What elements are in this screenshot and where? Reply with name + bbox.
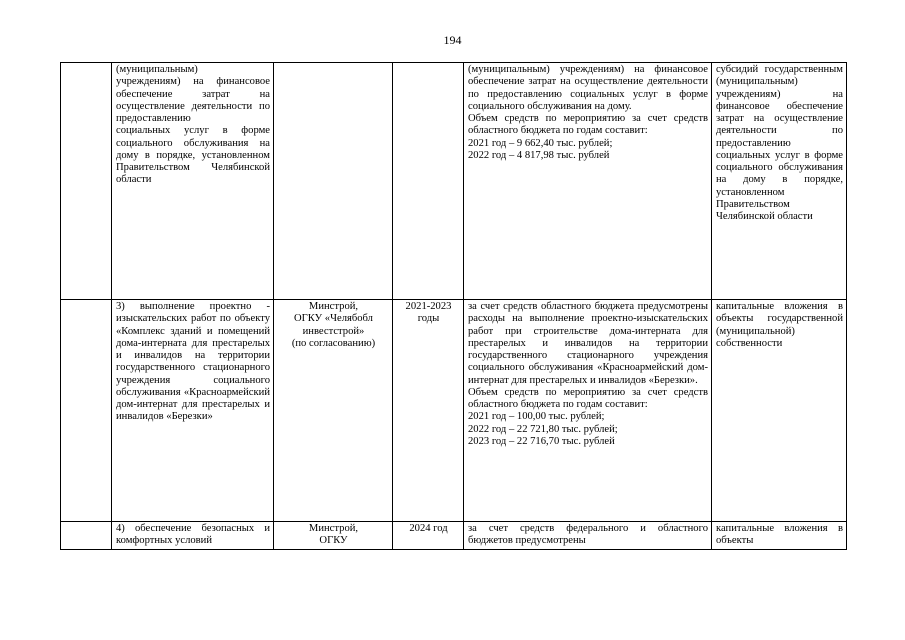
row-number-cell: [61, 522, 112, 550]
executor-cell: Минстрой, ОГКУ «Челябобл инвестстрой» (по согласованию): [274, 300, 393, 522]
table-row: [61, 522, 847, 550]
executor-cell: [274, 63, 393, 300]
funding-cell: за счет средств федерального и областного бюджетов предусмотрены: [464, 522, 712, 550]
executor-cell: Минстрой, ОГКУ: [274, 522, 393, 550]
program-table: [60, 62, 847, 550]
table-row: [61, 63, 847, 300]
result-cell: субсидий государственным (муниципальным) учреждениям) на финансовое обеспечение затрат на осуществление деятельности по предоставлению социальных услуг в форме социального обслуживания на дому в порядке, установленном Правительством Челябинской области: [712, 63, 847, 300]
row-number-cell: [61, 63, 112, 300]
measure-cell: 4) обеспечение безопасных и комфортных условий: [112, 522, 274, 550]
funding-cell: (муниципальным) учреждениям) на финансовое обеспечение затрат на осуществление деятельности по предоставлению социальных услуг в форме социального обслуживания на дому. Объем средств по мероприятию за счет средств областного бюджета по годам составит: 2021 год – 9 662,40 тыс. рублей; 2022 год – 4 817,98 тыс. рублей: [464, 63, 712, 300]
table-row: [61, 300, 847, 522]
period-cell: 2021-2023 годы: [393, 300, 464, 522]
period-cell: [393, 63, 464, 300]
measure-cell: 3) выполнение проектно - изыскательских работ по объекту «Комплекс зданий и помещений дома-интерната для престарелых и инвалидов на территории государственного стационарного учреждения социального обслуживания «Красноармейский дом-интернат для престарелых и инвалидов «Березки»: [112, 300, 274, 522]
funding-cell: за счет средств областного бюджета предусмотрены расходы на выполнение проектно-изыскательских работ при строительстве дома-интерната для престарелых и инвалидов на территории государственного стационарного учреждения социального обслуживания «Красноармейский дом-интернат для престарелых и инвалидов «Березки». Объем средств по мероприятию за счет средств областного бюджета по годам составит: 2021 год – 100,00 тыс. рублей; 2022 год – 22 721,80 тыс. рублей; 2023 год – 22 716,70 тыс. рублей: [464, 300, 712, 522]
result-cell: капитальные вложения в объекты государственной (муниципальной) собственности: [712, 300, 847, 522]
row-number-cell: [61, 300, 112, 522]
result-cell: капитальные вложения в объекты: [712, 522, 847, 550]
measure-cell: (муниципальным) учреждениям) на финансовое обеспечение затрат на осуществление деятельности по предоставлению социальных услуг в форме социального обслуживания на дому в порядке, установленном Правительством Челябинской области: [112, 63, 274, 300]
period-cell: 2024 год: [393, 522, 464, 550]
page-number: 194: [443, 33, 462, 47]
